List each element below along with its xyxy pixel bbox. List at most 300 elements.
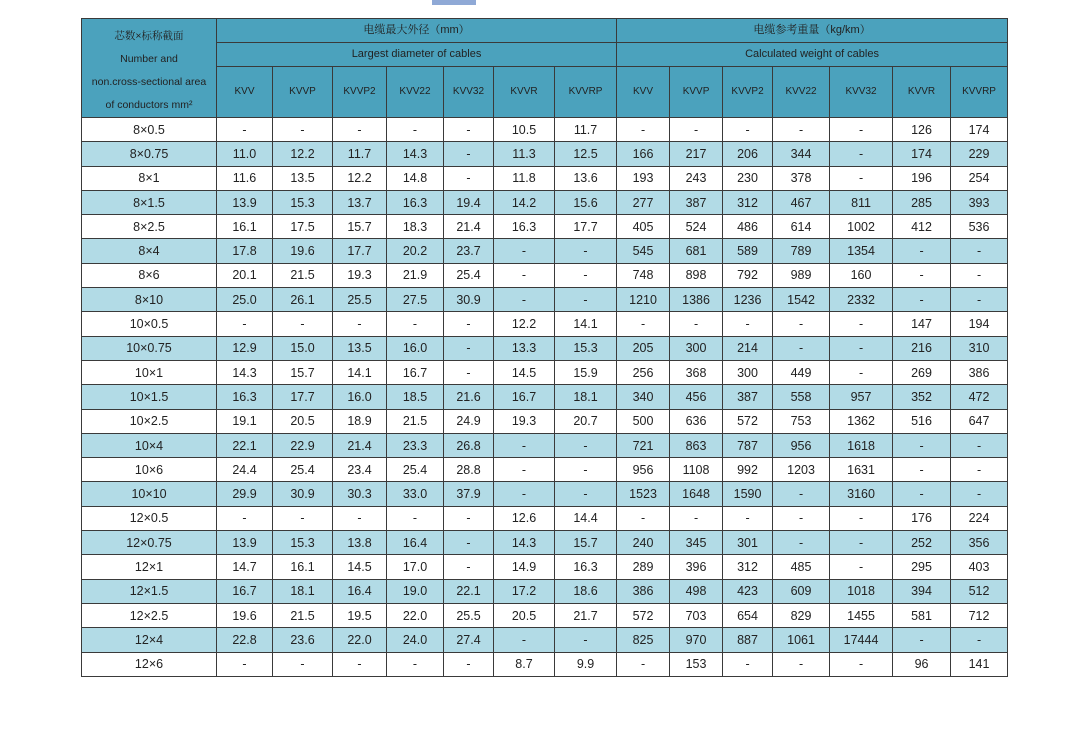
weight-cell: 214 bbox=[723, 336, 773, 360]
diameter-cell: 14.9 bbox=[494, 555, 555, 579]
weight-cell: 356 bbox=[951, 531, 1008, 555]
weight-cell: 1542 bbox=[773, 288, 830, 312]
diameter-cell: 12.9 bbox=[217, 336, 273, 360]
weight-cell: 295 bbox=[893, 555, 951, 579]
table-row bbox=[82, 603, 1008, 627]
diameter-cell: - bbox=[444, 312, 494, 336]
weight-cell: 825 bbox=[617, 628, 670, 652]
weight-cell: 681 bbox=[670, 239, 723, 263]
weight-cell: - bbox=[670, 312, 723, 336]
table-row bbox=[82, 166, 1008, 190]
diameter-cell: - bbox=[444, 166, 494, 190]
weight-cell: 472 bbox=[951, 385, 1008, 409]
spec-cell: 8×2.5 bbox=[82, 215, 217, 239]
weight-cell: 516 bbox=[893, 409, 951, 433]
diameter-model-kvvrp: KVVRP bbox=[555, 67, 617, 118]
diameter-cell: - bbox=[555, 433, 617, 457]
weight-cell: 486 bbox=[723, 215, 773, 239]
diameter-cell: - bbox=[494, 263, 555, 287]
spec-cell: 12×6 bbox=[82, 652, 217, 676]
diameter-cell: 30.3 bbox=[333, 482, 387, 506]
weight-cell: 252 bbox=[893, 531, 951, 555]
weight-cell: 240 bbox=[617, 531, 670, 555]
weight-cell: 787 bbox=[723, 433, 773, 457]
diameter-cell: - bbox=[494, 239, 555, 263]
diameter-cell: 20.5 bbox=[273, 409, 333, 433]
weight-cell: 1618 bbox=[830, 433, 893, 457]
weight-model-kvvp2: KVVP2 bbox=[723, 67, 773, 118]
diameter-cell: 28.8 bbox=[444, 458, 494, 482]
weight-cell: 393 bbox=[951, 190, 1008, 214]
spec-cell: 12×2.5 bbox=[82, 603, 217, 627]
weight-cell: 989 bbox=[773, 263, 830, 287]
weight-cell: 301 bbox=[723, 531, 773, 555]
weight-cell: - bbox=[830, 555, 893, 579]
weight-cell: 1386 bbox=[670, 288, 723, 312]
weight-cell: 1648 bbox=[670, 482, 723, 506]
diameter-cell: - bbox=[444, 118, 494, 142]
diameter-cell: - bbox=[333, 118, 387, 142]
table-row bbox=[82, 190, 1008, 214]
spec-cell: 10×4 bbox=[82, 433, 217, 457]
weight-cell: 703 bbox=[670, 603, 723, 627]
diameter-cell: 12.5 bbox=[555, 142, 617, 166]
diameter-cell: 25.4 bbox=[387, 458, 444, 482]
diameter-cell: 16.0 bbox=[333, 385, 387, 409]
diameter-cell: 16.4 bbox=[387, 531, 444, 555]
weight-cell: - bbox=[723, 118, 773, 142]
weight-cell: 312 bbox=[723, 555, 773, 579]
weight-cell: 614 bbox=[773, 215, 830, 239]
diameter-cell: 23.4 bbox=[333, 458, 387, 482]
weight-cell: 992 bbox=[723, 458, 773, 482]
diameter-cell: 16.3 bbox=[217, 385, 273, 409]
diameter-cell: 21.6 bbox=[444, 385, 494, 409]
weight-cell: 412 bbox=[893, 215, 951, 239]
table-row bbox=[82, 288, 1008, 312]
diameter-cell: 13.5 bbox=[333, 336, 387, 360]
weight-cell: 386 bbox=[617, 579, 670, 603]
weight-cell: 792 bbox=[723, 263, 773, 287]
weight-cell: 174 bbox=[893, 142, 951, 166]
diameter-cell: 17.7 bbox=[333, 239, 387, 263]
diameter-cell: 17.8 bbox=[217, 239, 273, 263]
header-corner-en-1: Number and bbox=[120, 53, 178, 65]
diameter-cell: 16.3 bbox=[555, 555, 617, 579]
weight-cell: 1236 bbox=[723, 288, 773, 312]
spec-cell: 10×0.75 bbox=[82, 336, 217, 360]
weight-cell: - bbox=[951, 239, 1008, 263]
diameter-cell: 15.0 bbox=[273, 336, 333, 360]
diameter-cell: 26.1 bbox=[273, 288, 333, 312]
weight-cell: - bbox=[773, 482, 830, 506]
weight-cell: 368 bbox=[670, 360, 723, 384]
diameter-cell: 25.0 bbox=[217, 288, 273, 312]
weight-cell: 956 bbox=[773, 433, 830, 457]
table-row bbox=[82, 628, 1008, 652]
table-row bbox=[82, 263, 1008, 287]
spec-cell: 8×6 bbox=[82, 263, 217, 287]
diameter-cell: 21.9 bbox=[387, 263, 444, 287]
spec-cell: 8×0.5 bbox=[82, 118, 217, 142]
spec-cell: 10×10 bbox=[82, 482, 217, 506]
weight-cell: 340 bbox=[617, 385, 670, 409]
diameter-cell: - bbox=[444, 142, 494, 166]
weight-cell: - bbox=[951, 288, 1008, 312]
diameter-cell: 13.5 bbox=[273, 166, 333, 190]
weight-cell: - bbox=[773, 531, 830, 555]
diameter-cell: - bbox=[494, 628, 555, 652]
spec-cell: 12×1.5 bbox=[82, 579, 217, 603]
diameter-cell: 19.1 bbox=[217, 409, 273, 433]
diameter-cell: 24.0 bbox=[387, 628, 444, 652]
diameter-cell: 21.7 bbox=[555, 603, 617, 627]
weight-cell: 712 bbox=[951, 603, 1008, 627]
header-corner-en-2: non.cross-sectional area bbox=[91, 76, 207, 88]
spec-cell: 8×1.5 bbox=[82, 190, 217, 214]
diameter-cell: 11.7 bbox=[555, 118, 617, 142]
diameter-cell: 21.4 bbox=[444, 215, 494, 239]
diameter-group-title-en: Largest diameter of cables bbox=[217, 43, 617, 67]
diameter-cell: 14.4 bbox=[555, 506, 617, 530]
weight-cell: - bbox=[951, 263, 1008, 287]
spec-cell: 12×0.5 bbox=[82, 506, 217, 530]
weight-cell: - bbox=[723, 652, 773, 676]
weight-cell: 558 bbox=[773, 385, 830, 409]
weight-cell: 498 bbox=[670, 579, 723, 603]
diameter-cell: 11.7 bbox=[333, 142, 387, 166]
diameter-cell: - bbox=[555, 288, 617, 312]
weight-model-kvvrp: KVVRP bbox=[951, 67, 1008, 118]
diameter-cell: 23.6 bbox=[273, 628, 333, 652]
diameter-cell: 15.3 bbox=[555, 336, 617, 360]
weight-cell: 345 bbox=[670, 531, 723, 555]
diameter-cell: - bbox=[444, 652, 494, 676]
diameter-cell: 11.3 bbox=[494, 142, 555, 166]
diameter-cell: - bbox=[444, 555, 494, 579]
weight-cell: - bbox=[773, 118, 830, 142]
weight-cell: 811 bbox=[830, 190, 893, 214]
diameter-cell: - bbox=[555, 239, 617, 263]
weight-model-kvvp: KVVP bbox=[670, 67, 723, 118]
diameter-cell: - bbox=[217, 652, 273, 676]
diameter-cell: 11.6 bbox=[217, 166, 273, 190]
weight-cell: - bbox=[617, 118, 670, 142]
weight-cell: 386 bbox=[951, 360, 1008, 384]
diameter-cell: 25.4 bbox=[444, 263, 494, 287]
weight-cell: 957 bbox=[830, 385, 893, 409]
weight-cell: 500 bbox=[617, 409, 670, 433]
weight-cell: 224 bbox=[951, 506, 1008, 530]
weight-cell: - bbox=[951, 482, 1008, 506]
diameter-cell: 15.3 bbox=[273, 190, 333, 214]
table-row bbox=[82, 409, 1008, 433]
diameter-cell: 13.9 bbox=[217, 190, 273, 214]
diameter-cell: 16.1 bbox=[273, 555, 333, 579]
diameter-cell: 18.1 bbox=[555, 385, 617, 409]
diameter-cell: 19.3 bbox=[494, 409, 555, 433]
spec-cell: 10×6 bbox=[82, 458, 217, 482]
spec-cell: 12×1 bbox=[82, 555, 217, 579]
diameter-cell: 19.6 bbox=[217, 603, 273, 627]
diameter-cell: 14.5 bbox=[494, 360, 555, 384]
weight-cell: 141 bbox=[951, 652, 1008, 676]
weight-cell: 387 bbox=[670, 190, 723, 214]
weight-cell: 748 bbox=[617, 263, 670, 287]
weight-group-title-en: Calculated weight of cables bbox=[617, 43, 1008, 67]
diameter-cell: - bbox=[273, 652, 333, 676]
weight-cell: 863 bbox=[670, 433, 723, 457]
diameter-cell: - bbox=[387, 652, 444, 676]
weight-cell: 193 bbox=[617, 166, 670, 190]
weight-cell: 589 bbox=[723, 239, 773, 263]
diameter-cell: 20.2 bbox=[387, 239, 444, 263]
weight-model-kvv: KVV bbox=[617, 67, 670, 118]
weight-cell: 2332 bbox=[830, 288, 893, 312]
diameter-cell: 13.6 bbox=[555, 166, 617, 190]
diameter-cell: 24.9 bbox=[444, 409, 494, 433]
weight-cell: - bbox=[893, 628, 951, 652]
table-header bbox=[82, 19, 1008, 118]
weight-group-title-cn: 电缆参考重量（kg/km） bbox=[617, 19, 1008, 43]
diameter-cell: 19.3 bbox=[333, 263, 387, 287]
diameter-cell: 27.5 bbox=[387, 288, 444, 312]
diameter-cell: 33.0 bbox=[387, 482, 444, 506]
diameter-cell: 10.5 bbox=[494, 118, 555, 142]
table-row bbox=[82, 312, 1008, 336]
weight-cell: 1203 bbox=[773, 458, 830, 482]
weight-cell: 205 bbox=[617, 336, 670, 360]
weight-cell: 206 bbox=[723, 142, 773, 166]
weight-cell: - bbox=[830, 652, 893, 676]
spec-cell: 10×2.5 bbox=[82, 409, 217, 433]
weight-cell: - bbox=[893, 288, 951, 312]
diameter-cell: 13.9 bbox=[217, 531, 273, 555]
diameter-cell: 30.9 bbox=[444, 288, 494, 312]
diameter-cell: 12.2 bbox=[494, 312, 555, 336]
diameter-cell: 16.4 bbox=[333, 579, 387, 603]
diameter-cell: 21.4 bbox=[333, 433, 387, 457]
weight-cell: 970 bbox=[670, 628, 723, 652]
diameter-cell: 24.4 bbox=[217, 458, 273, 482]
weight-cell: 524 bbox=[670, 215, 723, 239]
weight-cell: - bbox=[830, 531, 893, 555]
diameter-cell: 11.0 bbox=[217, 142, 273, 166]
diameter-cell: 16.7 bbox=[387, 360, 444, 384]
weight-cell: 1455 bbox=[830, 603, 893, 627]
diameter-cell: - bbox=[273, 506, 333, 530]
weight-cell: - bbox=[773, 336, 830, 360]
diameter-cell: 18.3 bbox=[387, 215, 444, 239]
weight-cell: 1018 bbox=[830, 579, 893, 603]
weight-cell: 254 bbox=[951, 166, 1008, 190]
table-row bbox=[82, 555, 1008, 579]
diameter-cell: 14.2 bbox=[494, 190, 555, 214]
weight-cell: 194 bbox=[951, 312, 1008, 336]
diameter-cell: 16.7 bbox=[217, 579, 273, 603]
diameter-cell: 17.5 bbox=[273, 215, 333, 239]
weight-cell: 403 bbox=[951, 555, 1008, 579]
diameter-cell: 23.3 bbox=[387, 433, 444, 457]
table-body bbox=[82, 118, 1008, 677]
weight-cell: - bbox=[893, 482, 951, 506]
weight-cell: 176 bbox=[893, 506, 951, 530]
weight-cell: - bbox=[670, 118, 723, 142]
diameter-cell: - bbox=[387, 506, 444, 530]
diameter-cell: - bbox=[387, 118, 444, 142]
table-row bbox=[82, 458, 1008, 482]
diameter-cell: 13.7 bbox=[333, 190, 387, 214]
weight-cell: - bbox=[723, 506, 773, 530]
weight-cell: 609 bbox=[773, 579, 830, 603]
top-tab-decoration bbox=[432, 0, 476, 5]
weight-cell: 160 bbox=[830, 263, 893, 287]
diameter-cell: - bbox=[494, 482, 555, 506]
diameter-cell: 13.3 bbox=[494, 336, 555, 360]
diameter-cell: - bbox=[494, 288, 555, 312]
table-row bbox=[82, 506, 1008, 530]
diameter-cell: 14.3 bbox=[217, 360, 273, 384]
weight-model-kvv22: KVV22 bbox=[773, 67, 830, 118]
weight-cell: 300 bbox=[670, 336, 723, 360]
diameter-cell: 15.9 bbox=[555, 360, 617, 384]
spec-cell: 12×0.75 bbox=[82, 531, 217, 555]
weight-cell: 789 bbox=[773, 239, 830, 263]
weight-cell: - bbox=[773, 652, 830, 676]
diameter-cell: 25.4 bbox=[273, 458, 333, 482]
table-row bbox=[82, 531, 1008, 555]
diameter-cell: 22.1 bbox=[444, 579, 494, 603]
weight-cell: - bbox=[773, 312, 830, 336]
diameter-cell: - bbox=[444, 531, 494, 555]
diameter-cell: 19.6 bbox=[273, 239, 333, 263]
weight-model-kvvr: KVVR bbox=[893, 67, 951, 118]
diameter-cell: - bbox=[217, 506, 273, 530]
weight-cell: 310 bbox=[951, 336, 1008, 360]
diameter-model-kvv: KVV bbox=[217, 67, 273, 118]
weight-cell: 1354 bbox=[830, 239, 893, 263]
weight-cell: 256 bbox=[617, 360, 670, 384]
spec-cell: 10×1.5 bbox=[82, 385, 217, 409]
table-row bbox=[82, 652, 1008, 676]
weight-cell: 352 bbox=[893, 385, 951, 409]
weight-cell: 721 bbox=[617, 433, 670, 457]
weight-cell: 1210 bbox=[617, 288, 670, 312]
diameter-cell: 21.5 bbox=[273, 263, 333, 287]
table-row bbox=[82, 579, 1008, 603]
spec-column-header bbox=[82, 19, 217, 118]
diameter-cell: 16.3 bbox=[387, 190, 444, 214]
header-corner-en-3: of conductors mm² bbox=[105, 99, 193, 111]
table-row bbox=[82, 239, 1008, 263]
diameter-cell: 16.3 bbox=[494, 215, 555, 239]
diameter-cell: 18.5 bbox=[387, 385, 444, 409]
diameter-cell: 14.5 bbox=[333, 555, 387, 579]
diameter-cell: 20.5 bbox=[494, 603, 555, 627]
diameter-cell: 22.0 bbox=[333, 628, 387, 652]
diameter-cell: 26.8 bbox=[444, 433, 494, 457]
weight-cell: 153 bbox=[670, 652, 723, 676]
weight-cell: - bbox=[830, 166, 893, 190]
spec-cell: 8×10 bbox=[82, 288, 217, 312]
weight-cell: 269 bbox=[893, 360, 951, 384]
diameter-cell: - bbox=[217, 312, 273, 336]
weight-cell: 300 bbox=[723, 360, 773, 384]
weight-cell: 405 bbox=[617, 215, 670, 239]
weight-cell: - bbox=[830, 118, 893, 142]
diameter-cell: 18.1 bbox=[273, 579, 333, 603]
diameter-cell: 17.7 bbox=[273, 385, 333, 409]
weight-cell: 17444 bbox=[830, 628, 893, 652]
weight-cell: - bbox=[617, 506, 670, 530]
table-row bbox=[82, 142, 1008, 166]
weight-cell: 636 bbox=[670, 409, 723, 433]
table-row bbox=[82, 482, 1008, 506]
diameter-model-kvvp: KVVP bbox=[273, 67, 333, 118]
diameter-cell: - bbox=[494, 433, 555, 457]
weight-cell: 581 bbox=[893, 603, 951, 627]
diameter-cell: - bbox=[555, 458, 617, 482]
weight-cell: - bbox=[893, 239, 951, 263]
weight-model-kvv32: KVV32 bbox=[830, 67, 893, 118]
spec-cell: 8×0.75 bbox=[82, 142, 217, 166]
weight-cell: - bbox=[830, 360, 893, 384]
weight-cell: - bbox=[773, 506, 830, 530]
diameter-cell: 15.6 bbox=[555, 190, 617, 214]
weight-cell: 545 bbox=[617, 239, 670, 263]
weight-cell: 289 bbox=[617, 555, 670, 579]
diameter-cell: 20.7 bbox=[555, 409, 617, 433]
weight-cell: 1631 bbox=[830, 458, 893, 482]
weight-cell: - bbox=[951, 458, 1008, 482]
spec-cell: 12×4 bbox=[82, 628, 217, 652]
diameter-cell: 15.7 bbox=[555, 531, 617, 555]
weight-cell: 647 bbox=[951, 409, 1008, 433]
header-corner-cn: 芯数×标称截面 bbox=[114, 30, 184, 42]
weight-cell: 536 bbox=[951, 215, 1008, 239]
weight-cell: - bbox=[670, 506, 723, 530]
diameter-cell: 8.7 bbox=[494, 652, 555, 676]
spec-cell: 8×4 bbox=[82, 239, 217, 263]
weight-cell: 1523 bbox=[617, 482, 670, 506]
table-row bbox=[82, 385, 1008, 409]
diameter-cell: 12.2 bbox=[273, 142, 333, 166]
diameter-cell: - bbox=[444, 336, 494, 360]
table-row bbox=[82, 336, 1008, 360]
diameter-cell: 16.1 bbox=[217, 215, 273, 239]
diameter-cell: 15.7 bbox=[273, 360, 333, 384]
weight-cell: 1590 bbox=[723, 482, 773, 506]
diameter-cell: - bbox=[333, 652, 387, 676]
diameter-cell: 18.9 bbox=[333, 409, 387, 433]
spec-cell: 10×0.5 bbox=[82, 312, 217, 336]
weight-cell: 654 bbox=[723, 603, 773, 627]
weight-cell: 753 bbox=[773, 409, 830, 433]
weight-cell: 229 bbox=[951, 142, 1008, 166]
diameter-cell: 16.7 bbox=[494, 385, 555, 409]
diameter-cell: - bbox=[555, 628, 617, 652]
diameter-cell: 14.3 bbox=[494, 531, 555, 555]
weight-cell: - bbox=[893, 458, 951, 482]
weight-cell: 312 bbox=[723, 190, 773, 214]
diameter-cell: 30.9 bbox=[273, 482, 333, 506]
diameter-model-kvvp2: KVVP2 bbox=[333, 67, 387, 118]
diameter-cell: 21.5 bbox=[387, 409, 444, 433]
diameter-cell: 29.9 bbox=[217, 482, 273, 506]
weight-cell: 456 bbox=[670, 385, 723, 409]
diameter-cell: 17.2 bbox=[494, 579, 555, 603]
weight-cell: 217 bbox=[670, 142, 723, 166]
